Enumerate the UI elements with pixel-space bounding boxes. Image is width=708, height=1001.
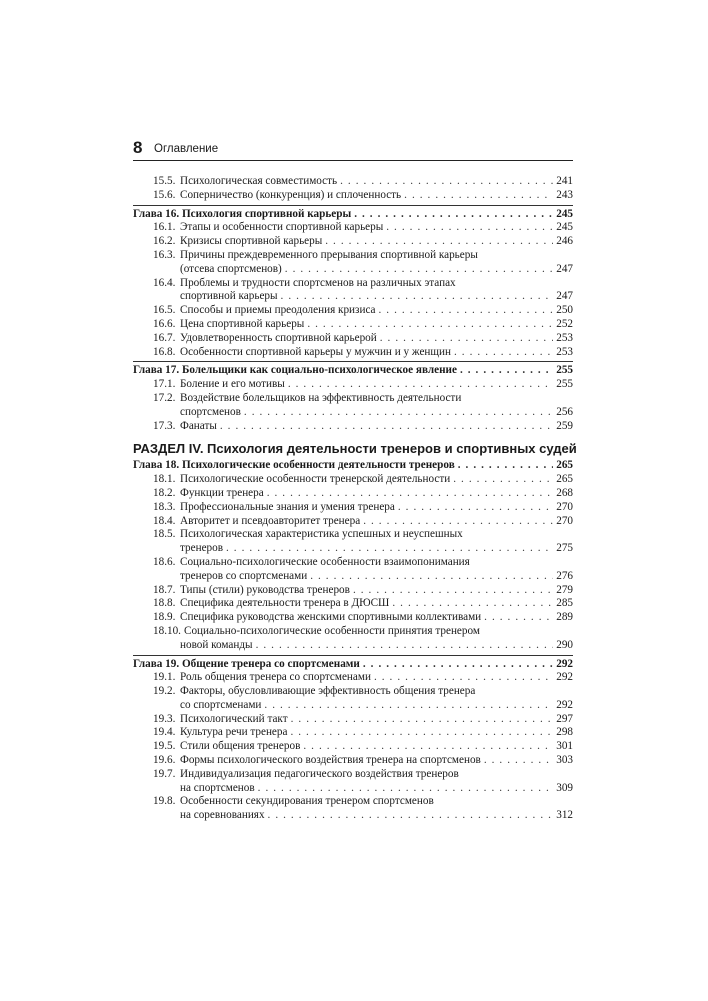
dot-leader [325,235,553,249]
toc-entry [133,235,573,249]
toc-entry-title-cont: тренеров [180,542,224,555]
toc-entry-number: 16.7. [153,331,176,344]
toc-entry-title: Роль общения тренера со спортсменами [180,671,371,684]
toc-entry [133,625,573,639]
dot-leader [453,473,553,487]
toc-entry-title-cont: на соревнованиях [180,809,265,822]
toc-entry-continuation [133,639,573,653]
dot-leader [256,639,554,653]
toc-entry-title: Особенности секундирования тренером спортсменов [180,795,434,808]
toc-entry-page: 243 [556,188,573,201]
dot-leader [264,699,553,713]
chapter-divider [133,361,573,362]
chapter-page: 265 [556,459,573,472]
dot-leader [484,611,553,625]
dot-leader [288,378,553,392]
toc-entry [133,189,573,203]
toc-entry [133,740,573,754]
toc-entry [133,346,573,360]
toc-entry-page: 252 [556,317,573,330]
chapter-entry [133,364,573,378]
chapter-page: 255 [556,364,573,377]
dot-leader [226,542,553,556]
toc-entry-continuation [133,782,573,796]
toc-entry-title-cont: спортсменов [180,405,241,418]
toc-entry-page: 247 [556,262,573,275]
page-number: 8 [133,138,143,157]
dot-leader [374,671,553,685]
dot-leader [354,208,553,222]
toc-entry [133,249,573,263]
toc-entry-number: 19.6. [153,754,176,767]
dot-leader [458,459,553,473]
toc-entry-page: 303 [556,754,573,767]
dot-leader [340,175,553,189]
toc-entry [133,528,573,542]
toc-entry-number: 17.2. [153,391,176,404]
dot-leader [303,740,553,754]
toc-entry-page: 253 [556,345,573,358]
toc-entry [133,175,573,189]
toc-entry-page: 292 [556,698,573,711]
running-title: Оглавление [154,143,219,155]
toc-entry-number: 16.5. [153,304,176,317]
toc-entry-number: 18.6. [153,555,176,568]
toc-entry [133,332,573,346]
chapter-entry [133,208,573,222]
toc-entry-number: 16.4. [153,276,176,289]
toc-entry [133,611,573,625]
dot-leader [363,515,553,529]
toc-entry-page: 312 [556,809,573,822]
toc-entry [133,584,573,598]
toc-entry [133,597,573,611]
toc-entry-title: Профессиональные знания и умения тренера [180,500,395,513]
toc-entry-title-cont: тренеров со спортсменами [180,569,308,582]
toc-entry-title: Стили общения тренеров [180,740,301,753]
dot-leader [285,263,553,277]
toc-entry-page: 241 [556,175,573,187]
toc-entry-page: 246 [556,235,573,248]
toc-entry [133,378,573,392]
dot-leader [307,318,553,332]
dot-leader [281,290,554,304]
toc-entry-number: 18.4. [153,514,176,527]
toc-entry-continuation [133,406,573,420]
toc-entry-page: 265 [556,473,573,486]
dot-leader [220,420,553,434]
toc-entry [133,671,573,685]
toc-entry-number: 18.9. [153,611,176,624]
dot-leader [244,406,553,420]
toc-entry-page: 289 [556,611,573,624]
toc-entry-number: 19.8. [153,795,176,808]
toc-entry [133,221,573,235]
dot-leader [484,754,553,768]
dot-leader [404,189,553,203]
toc-entry-number: 18.5. [153,528,176,541]
dot-leader [268,809,554,823]
toc-entry [133,501,573,515]
toc-entry-title-cont: со спортсменами [180,698,262,711]
dot-leader [353,584,553,598]
toc-entry-continuation [133,570,573,584]
chapter-entry [133,658,573,672]
chapter-divider [133,655,573,656]
toc-entry-number: 15.5. [153,175,176,187]
toc-entry-page: 250 [556,304,573,317]
toc-entry-number: 19.5. [153,740,176,753]
toc-entry-title: Удовлетворенность спортивной карьерой [180,331,377,344]
chapter-entry [133,459,573,473]
toc-entry-title: Психологическая характеристика успешных и неуспешных [180,528,463,541]
part-heading: РАЗДЕЛ IV. Психология деятельности тренеров и спортивных судей [133,441,577,457]
toc-entry-title: Специфика деятельности тренера в ДЮСШ [180,597,390,610]
toc-entry [133,473,573,487]
toc-entry-continuation [133,290,573,304]
toc-entry-title: Кризисы спортивной карьеры [180,235,323,248]
toc-entry-number: 19.3. [153,712,176,725]
toc-entry-title: Соперничество (конкуренция) и сплоченность [180,188,402,201]
toc-entry-page: 301 [556,740,573,753]
toc-entry [133,726,573,740]
toc-entry [133,304,573,318]
toc-entry-page: 297 [556,712,573,725]
toc-entry-continuation [133,263,573,277]
toc-entry-number: 18.8. [153,597,176,610]
toc-entry-title: Психологические особенности тренерской деятельности [180,473,451,486]
toc-entry-page: 292 [556,671,573,684]
toc-entry [133,392,573,406]
toc-entry-page: 268 [556,486,573,499]
toc-entry-number: 15.6. [153,188,176,201]
toc-entry-continuation [133,809,573,823]
toc-entry-page: 285 [556,597,573,610]
chapter-title: Глава 18. Психологические особенности деятельности тренеров [133,459,455,472]
toc-entry-number: 16.3. [153,248,176,261]
toc-entry-number: 17.1. [153,378,176,391]
dot-leader [392,597,553,611]
toc-entry-title: Формы психологического воздействия тренера на спортсменов [180,754,481,767]
toc-entry [133,487,573,501]
toc-entry [133,685,573,699]
toc-entry-number: 16.1. [153,221,176,234]
dot-leader [398,501,553,515]
toc-entry-number: 18.10. [153,624,181,637]
toc-entry-page: 309 [556,781,573,794]
toc-entry-page: 270 [556,514,573,527]
toc-entry-number: 19.2. [153,685,176,698]
toc-entry [133,318,573,332]
toc-entry-number: 16.8. [153,345,176,358]
toc-entry-page: 253 [556,331,573,344]
toc-entry [133,754,573,768]
toc-entry-number: 16.6. [153,317,176,330]
toc-entry-page: 259 [556,419,573,432]
toc-entry-page: 256 [556,405,573,418]
toc-entry-title: Фанаты [180,419,217,432]
toc-entry-title: Цена спортивной карьеры [180,317,305,330]
toc-entry-title-cont: спортивной карьеры [180,290,278,303]
toc-entry-page: 255 [556,378,573,391]
chapter-title: Глава 19. Общение тренера со спортсменами [133,657,360,670]
toc-entry [133,795,573,809]
toc-entry-number: 18.7. [153,583,176,596]
toc-entry-number: 19.1. [153,671,176,684]
toc-entry-title-cont: на спортсменов [180,781,255,794]
toc-entry [133,420,573,434]
chapter-title: Глава 16. Психология спортивной карьеры [133,207,352,220]
toc-entry-title-cont: (отсева спортсменов) [180,262,282,275]
toc-entry-page: 275 [556,542,573,555]
toc-entry-title: Проблемы и трудности спортсменов на различных этапах [180,276,456,289]
chapter-title: Глава 17. Болельщики как социально-психологическое явление [133,364,457,377]
toc-entry-number: 17.3. [153,419,176,432]
toc-entry-page: 247 [556,290,573,303]
table-of-contents [133,175,577,823]
toc-entry-page: 270 [556,500,573,513]
toc-entry-title: Авторитет и псевдоавторитет тренера [180,514,361,527]
toc-entry-title: Культура речи тренера [180,726,288,739]
toc-entry-title: Психологический такт [180,712,288,725]
toc-entry-title: Воздействие болельщиков на эффективность деятельности [180,391,462,404]
toc-entry-number: 16.2. [153,235,176,248]
toc-entry-number: 18.2. [153,486,176,499]
toc-entry-page: 290 [556,638,573,651]
toc-entry-number: 18.1. [153,473,176,486]
dot-leader [291,713,554,727]
dot-leader [380,332,553,346]
toc-entry-title: Боление и его мотивы [180,378,285,391]
toc-entry-title: Социально-психологические особенности принятия тренером [184,624,480,637]
toc-entry-page: 298 [556,726,573,739]
chapter-divider [133,205,573,206]
toc-entry-page: 245 [556,221,573,234]
toc-entry-continuation [133,542,573,556]
dot-leader [379,304,554,318]
toc-entry-title: Этапы и особенности спортивной карьеры [180,221,384,234]
dot-leader [363,658,553,672]
dot-leader [386,221,553,235]
toc-entry [133,277,573,291]
chapter-page: 292 [556,657,573,670]
toc-entry [133,713,573,727]
dot-leader [258,782,554,796]
toc-entry-number: 19.4. [153,726,176,739]
toc-entry [133,515,573,529]
dot-leader [454,346,553,360]
running-header [133,140,573,161]
toc-entry-number: 19.7. [153,767,176,780]
dot-leader [267,487,554,501]
toc-entry-number: 18.3. [153,500,176,513]
chapter-page: 245 [556,207,573,220]
toc-entry-title: Психологическая совместимость [180,175,338,187]
toc-entry-continuation [133,699,573,713]
toc-entry-title: Индивидуализация педагогического воздействия тренеров [180,767,459,780]
toc-entry-title: Функции тренера [180,486,264,499]
toc-entry-title: Особенности спортивной карьеры у мужчин и у женщин [180,345,452,358]
dot-leader [310,570,553,584]
toc-entry [133,768,573,782]
dot-leader [290,726,553,740]
dot-leader [460,364,553,378]
toc-entry-page: 276 [556,569,573,582]
toc-entry-title: Факторы, обусловливающие эффективность общения тренера [180,685,476,698]
toc-entry-title-cont: новой команды [180,638,253,651]
toc-entry-title: Типы (стили) руководства тренеров [180,583,350,596]
toc-entry-page: 279 [556,583,573,596]
toc-entry-title: Причины преждевременного прерывания спортивной карьеры [180,248,478,261]
toc-entry-title: Социально-психологические особенности взаимопонимания [180,555,470,568]
toc-entry-title: Способы и приемы преодоления кризиса [180,304,376,317]
toc-entry [133,556,573,570]
toc-entry-title: Специфика руководства женскими спортивными коллективами [180,611,482,624]
